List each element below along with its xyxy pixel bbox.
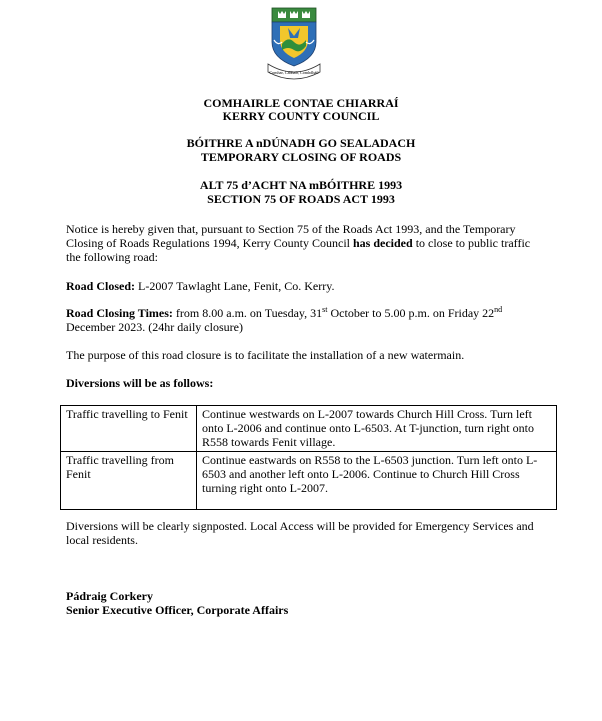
signatory-title: Senior Executive Officer, Corporate Affairs xyxy=(66,603,289,617)
closing-times-text-1: from 8.00 a.m. on Tuesday, 31 xyxy=(172,306,323,320)
diversions-table xyxy=(60,405,557,510)
notice-emphasis: has decided xyxy=(353,236,413,250)
direction-cell: Traffic travelling from Fenit xyxy=(61,452,197,510)
closing-times-text-3: December 2023. (24hr daily closure) xyxy=(66,320,243,334)
route-cell: Continue westwards on L-2007 towards Church Hill Cross. Turn left onto L-2006 and continue onto L-6503. At T-junction, turn right onto R558 towards Fenit village. xyxy=(197,406,557,452)
closing-times-sup-2: nd xyxy=(494,305,503,314)
table-row xyxy=(61,452,557,510)
signpost-note: Diversions will be clearly signposted. Local Access will be provided for Emergency Services and local residents. xyxy=(66,519,534,547)
diversions-heading: Diversions will be as follows: xyxy=(66,376,214,390)
direction-cell: Traffic travelling to Fenit xyxy=(61,406,197,452)
road-closed-line xyxy=(66,279,546,293)
route-cell: Continue eastwards on R558 to the L-6503 junction. Turn left onto L-6503 and another left onto L-2006. Continue to Church Hill Cross turning right onto L-2007. xyxy=(197,452,557,510)
crest-motto: Comhar, Cabhair, Comhdháil xyxy=(269,70,319,75)
act-english: SECTION 75 OF ROADS ACT 1993 xyxy=(207,192,395,206)
subject-english: TEMPORARY CLOSING OF ROADS xyxy=(200,150,402,164)
act-irish: ALT 75 d’ACHT NA mBÓITHRE 1993 xyxy=(199,178,403,192)
road-closed-value: L-2007 Tawlaght Lane, Fenit, Co. Kerry. xyxy=(135,279,335,293)
road-closed-label: Road Closed: xyxy=(66,279,136,293)
notice-paragraph xyxy=(66,222,546,264)
closing-times-paragraph xyxy=(66,306,546,334)
closing-times-label: Road Closing Times: xyxy=(66,306,173,320)
subject-irish: BÓITHRE A nDÚNADH GO SEALADACH xyxy=(186,136,416,150)
kerry-crest-logo xyxy=(264,6,324,82)
notice-text-2: to close to public traffic the following road: xyxy=(66,236,531,264)
signatory-name: Pádraig Corkery xyxy=(66,589,153,603)
closing-times-text-2: October to 5.00 p.m. on Friday 22 xyxy=(327,306,495,320)
closing-times-sup-1: st xyxy=(322,305,328,314)
notice-text-1: Notice is hereby given that, pursuant to Section 75 of the Roads Act 1993, and the Temporary Closing of Roads Regulations 1994, Kerry County Council xyxy=(66,222,516,250)
council-name-english: KERRY COUNTY COUNCIL xyxy=(222,109,380,123)
purpose-paragraph: The purpose of this road closure is to facilitate the installation of a new watermain. xyxy=(66,348,465,362)
council-name-irish: COMHAIRLE CONTAE CHIARRAÍ xyxy=(203,96,399,110)
table-row xyxy=(61,406,557,452)
